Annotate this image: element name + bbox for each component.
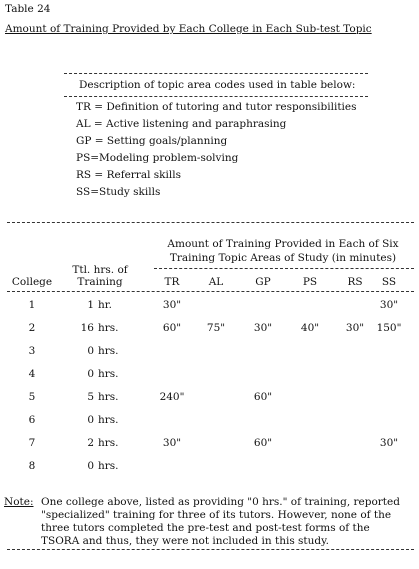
- training-hours: 5: [87, 391, 94, 403]
- topic-group-heading-line1: Amount of Training Provided in Each of Six: [167, 238, 399, 250]
- table-end-rule: [7, 549, 414, 550]
- topic-heading: TR: [164, 276, 180, 288]
- legend-item: PS=Modeling problem-solving: [76, 152, 239, 164]
- topic-minutes-cell: 30": [162, 437, 182, 449]
- topic-heading: AL: [208, 276, 224, 288]
- college-number: 3: [28, 345, 36, 357]
- college-number: 7: [28, 437, 36, 449]
- training-hours: 0: [87, 345, 94, 357]
- training-hours-unit: hrs.: [98, 391, 119, 403]
- college-heading: College: [11, 276, 53, 288]
- training-hours-unit: hrs.: [98, 345, 119, 357]
- topic-minutes-cell: 30": [379, 437, 399, 449]
- topic-heading: GP: [255, 276, 271, 288]
- college-number: 8: [28, 460, 36, 472]
- hours-heading-line2: Training: [77, 276, 123, 288]
- topic-minutes-cell: 30": [253, 322, 273, 334]
- topic-minutes-cell: 240": [159, 391, 185, 403]
- training-hours: 16: [80, 322, 94, 334]
- header-bottom-rule: [7, 291, 414, 292]
- topic-group-rule: [154, 268, 414, 269]
- note-text: One college above, listed as providing "0 hrs." of training, reported "specialized" training for three of its tutors. However, none of the three tutors completed the pre-test and post-test forms of the TSORA and thus, they were not included in this study.: [41, 496, 400, 548]
- topic-minutes-cell: 75": [206, 322, 226, 334]
- legend-item: TR = Definition of tutoring and tutor responsibilities: [76, 101, 357, 113]
- table-label: Table 24: [5, 3, 51, 15]
- college-number: 1: [28, 299, 36, 311]
- topic-minutes-cell: 40": [300, 322, 320, 334]
- training-hours-unit: hrs.: [98, 460, 119, 472]
- college-number: 6: [28, 414, 36, 426]
- legend-item: GP = Setting goals/planning: [76, 135, 228, 147]
- topic-minutes-cell: 60": [253, 437, 273, 449]
- topic-minutes-cell: 30": [345, 322, 365, 334]
- legend-item: AL = Active listening and paraphrasing: [76, 118, 287, 130]
- legend-bottom-rule: [64, 96, 368, 97]
- table-title: Amount of Training Provided by Each College in Each Sub-test Topic: [5, 23, 372, 35]
- college-number: 4: [28, 368, 36, 380]
- topic-minutes-cell: 150": [376, 322, 402, 334]
- legend-top-rule: [64, 73, 368, 74]
- training-hours: 0: [87, 460, 94, 472]
- topic-minutes-cell: 60": [253, 391, 273, 403]
- training-hours-unit: hrs.: [98, 414, 119, 426]
- topic-heading: SS: [381, 276, 397, 288]
- training-hours-unit: hrs.: [98, 322, 119, 334]
- topic-minutes-cell: 60": [162, 322, 182, 334]
- training-hours: 2: [87, 437, 94, 449]
- legend-heading: Description of topic area codes used in table below:: [79, 79, 356, 91]
- legend-item: RS = Referral skills: [76, 169, 181, 181]
- hours-heading-line1: Ttl. hrs. of: [72, 264, 128, 276]
- topic-minutes-cell: 30": [379, 299, 399, 311]
- topic-heading: PS: [302, 276, 318, 288]
- topic-heading: RS: [347, 276, 363, 288]
- training-hours: 0: [87, 368, 94, 380]
- training-hours-unit: hrs.: [98, 368, 119, 380]
- legend-item: SS=Study skills: [76, 186, 161, 198]
- training-hours: 1: [87, 299, 94, 311]
- topic-minutes-cell: 30": [162, 299, 182, 311]
- training-hours-unit: hr.: [98, 299, 112, 311]
- training-hours-unit: hrs.: [98, 437, 119, 449]
- college-number: 2: [28, 322, 36, 334]
- college-number: 5: [28, 391, 36, 403]
- note-label: Note:: [4, 496, 34, 508]
- topic-group-heading-line2: Training Topic Areas of Study (in minutes): [169, 252, 397, 264]
- table-top-rule: [7, 222, 414, 223]
- training-hours: 0: [87, 414, 94, 426]
